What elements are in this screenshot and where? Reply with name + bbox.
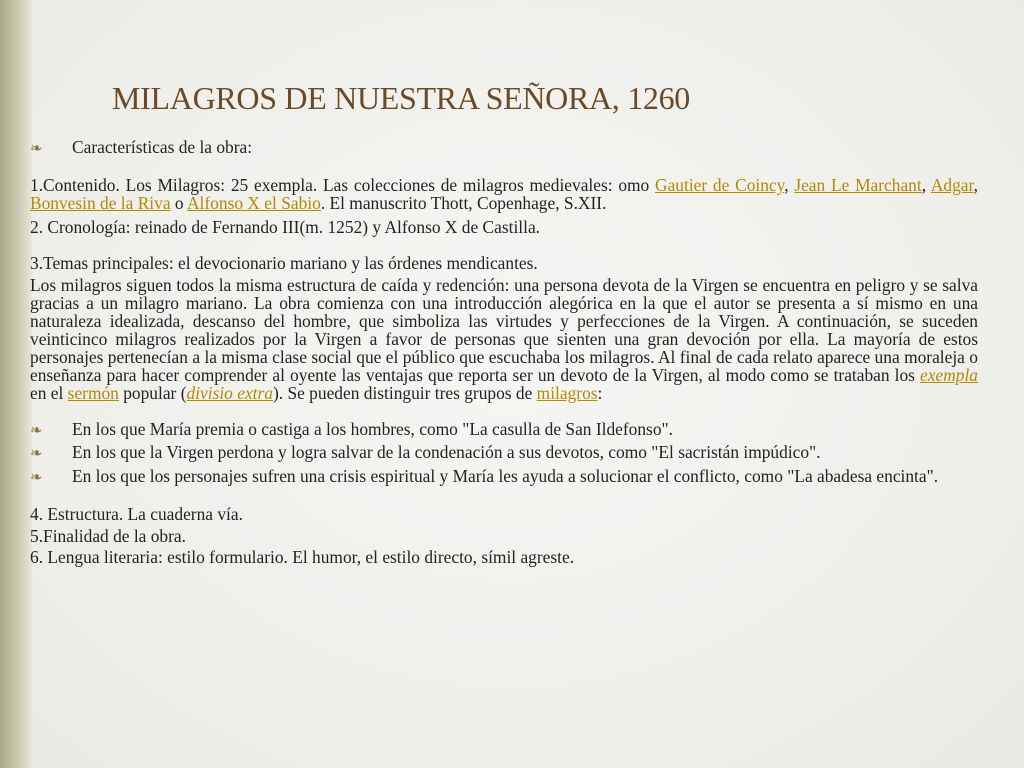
text-span: o <box>170 193 187 213</box>
paragraph-contenido <box>30 176 978 212</box>
intro-item <box>30 138 978 158</box>
paragraph-lengua: 6. Lengua literaria: estilo formulario. El humor, el estilo directo, símil agreste. <box>30 547 575 567</box>
group-text: En los que la Virgen perdona y logra salvar de la condenación a sus devotos, como "El sacristán impúdico". <box>72 442 821 462</box>
link-milagros[interactable]: milagros <box>536 383 598 403</box>
link-divisio-extra[interactable]: divisio extra <box>186 383 273 403</box>
link-alfonso-x-el-sabio[interactable]: Alfonso X el Sabio <box>187 193 321 213</box>
bullet-icon: ❧ <box>30 421 43 439</box>
text-span: Los milagros siguen todos la misma estructura de caída y redención: una persona devota de la Virgen se encuentra en peligro y se salva gracias a un milagro mariano. La obra comienza con una introducción alegórica en la que el autor se presenta a sí mismo en una naturaleza idealizada, descanso del hombre, que simboliza las virtudes y perfecciones de la Virgen. A continuación, se suceden veinticinco milagros realizados por la Virgen a favor de personas que sienten una gran devoción por ella. La mayoría de estos personajes pertenecían a la misma clase social que el público que escuchaba los milagros. Al final de cada relato aparece una moraleja o enseñanza para hacer comprender al oyente las ventajas que reporta ser un devoto de la Virgen, al modo como se trataban los <box>30 275 978 385</box>
link-bonvesin-de-la-riva[interactable]: Bonvesin de la Riva <box>30 193 171 213</box>
link-sermon[interactable]: sermón <box>67 383 119 403</box>
group-item-3 <box>30 467 978 487</box>
text-span: : <box>597 383 603 403</box>
text-span: 1.Contenido. Los Milagros: 25 exempla. Las colecciones de milagros medievales: omo <box>30 175 656 195</box>
text-span: en el <box>30 383 68 403</box>
group-item-1 <box>30 420 978 440</box>
text-span: ). Se pueden distinguir tres grupos de <box>272 383 537 403</box>
link-jean-le-marchant[interactable]: Jean Le Marchant <box>794 175 922 195</box>
paragraph-milagros <box>30 276 978 402</box>
decorative-left-bar <box>0 0 32 768</box>
bullet-icon: ❧ <box>30 139 43 157</box>
paragraph-cronologia: 2. Cronología: reinado de Fernando III(m. 1252) y Alfonso X de Castilla. <box>30 217 541 237</box>
group-text: En los que María premia o castiga a los hombres, como "La casulla de San Ildefonso". <box>72 419 673 439</box>
link-gautier-de-coincy[interactable]: Gautier de Coincy <box>655 175 785 195</box>
group-item-2 <box>30 443 978 463</box>
text-span: , <box>784 175 795 195</box>
text-span: , <box>921 175 931 195</box>
intro-text: Características de la obra: <box>72 137 253 157</box>
link-adgar[interactable]: Adgar <box>930 175 974 195</box>
bullet-icon: ❧ <box>30 444 43 462</box>
text-span: popular ( <box>118 383 187 403</box>
paragraph-estructura: 4. Estructura. La cuaderna vía. <box>30 504 243 524</box>
link-exempla[interactable]: exempla <box>920 365 978 385</box>
slide-title: MILAGROS DE NUESTRA SEÑORA, 1260 <box>112 80 690 116</box>
group-text: En los que los personajes sufren una crisis espiritual y María les ayuda a solucionar el conflicto, como "La abadesa encinta". <box>72 466 939 486</box>
text-span: , <box>973 175 978 195</box>
bullet-icon: ❧ <box>30 468 43 486</box>
paragraph-finalidad: 5.Finalidad de la obra. <box>30 526 186 546</box>
slide-content <box>30 138 978 566</box>
paragraph-temas: 3.Temas principales: el devocionario mariano y las órdenes mendicantes. <box>30 253 538 273</box>
text-span: . El manuscrito Thott, Copenhage, S.XII. <box>320 193 607 213</box>
